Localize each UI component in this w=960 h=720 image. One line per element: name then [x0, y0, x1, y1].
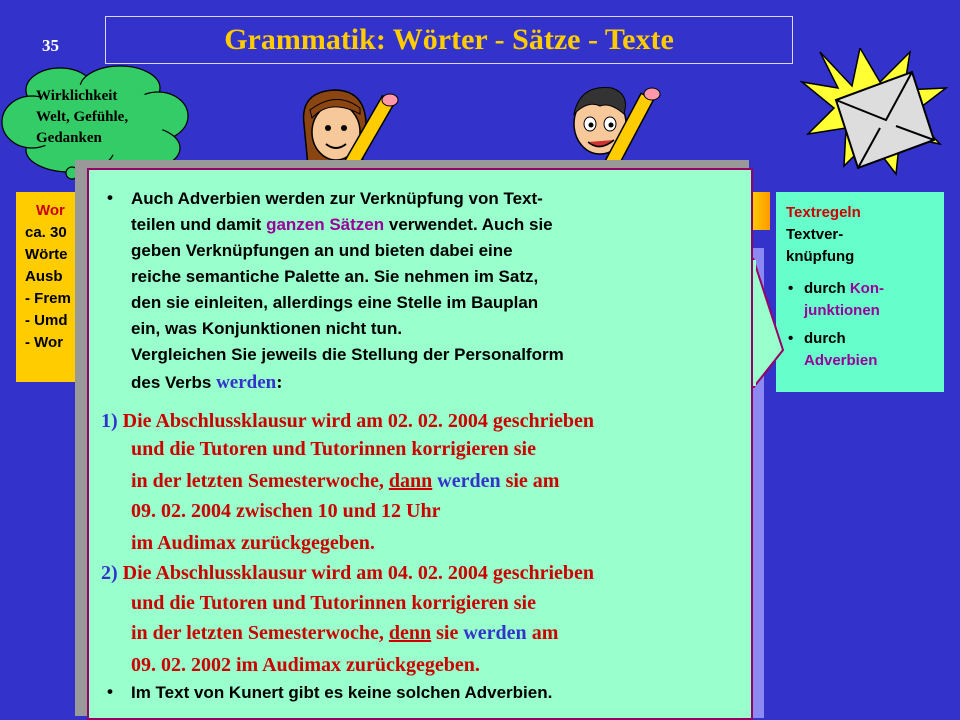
intro-line: reiche semantiche Palette an. Sie nehmen im Satz, [131, 267, 539, 286]
boy-writing-icon [560, 80, 670, 166]
cloud-text [36, 86, 128, 149]
left-box-line: - Frem [25, 290, 71, 307]
rules-subtitle: knüpfung [786, 248, 855, 265]
bullet: • [107, 682, 113, 701]
final-note: Im Text von Kunert gibt es keine solchen Adverbien. [131, 683, 553, 702]
left-box-line: - Wor [25, 334, 64, 351]
rules-title: Textregeln [786, 204, 861, 221]
example-1-line: in der letzten Semesterwoche, dann werden sie am [131, 470, 560, 492]
left-box-line: - Umd [25, 312, 68, 329]
left-box-line: ca. 30 [25, 224, 67, 241]
bullet: • [107, 188, 113, 207]
cloud-line: Wirklichkeit [36, 88, 118, 104]
example-2-line: 2) Die Abschlussklausur wird am 04. 02. 2004 geschrieben [101, 562, 595, 584]
page-number: 35 [42, 36, 59, 55]
rules-subtitle: Textver- [786, 226, 844, 243]
cloud-line: Gedanken [36, 130, 102, 146]
cloud-line: Welt, Gefühle, [36, 109, 129, 125]
intro-line: geben Verknüpfungen an und bieten dabei eine [131, 241, 513, 260]
intro-line: ein, was Konjunktionen nicht tun. [131, 319, 403, 338]
example-2-line: und die Tutoren und Tutorinnen korrigieren sie [131, 592, 536, 614]
intro-line: den sie einleiten, allerdings eine Stelle im Bauplan [131, 293, 539, 312]
envelope-icon [800, 48, 950, 178]
slide-title: Grammatik: Wörter - Sätze - Texte [224, 23, 674, 56]
example-2-line: 09. 02. 2002 im Audimax zurückgegeben. [131, 654, 480, 676]
title-box [105, 16, 793, 64]
callout-pointer [753, 258, 785, 388]
rules-list [786, 278, 934, 372]
left-box-line: Wörte [25, 246, 68, 263]
intro-line: Vergleichen Sie jeweils die Stellung der Personalform [131, 345, 564, 364]
left-box-line: Ausb [25, 268, 63, 285]
left-box-line: Wor [36, 202, 65, 219]
example-1-line: im Audimax zurückgegeben. [131, 532, 375, 554]
intro-line: Auch Adverbien werden zur Verknüpfung von Text- [131, 189, 543, 208]
intro-line: teilen und damit ganzen Sätzen verwendet. Auch sie [131, 215, 553, 234]
text-rules-box [776, 192, 944, 392]
example-1-line: 09. 02. 2004 zwischen 10 und 12 Uhr [131, 500, 441, 522]
rules-item-adverbs: • durch Adverbien [786, 328, 934, 372]
intro-line: des Verbs werden: [131, 372, 283, 393]
girl-writing-icon [290, 84, 410, 166]
orange-strip [752, 192, 770, 230]
example-2-line: in der letzten Semesterwoche, denn sie werden am [131, 622, 559, 644]
adverb-explanation-box [87, 168, 753, 720]
example-1-line: 1) Die Abschlussklausur wird am 02. 02. 2004 geschrieben [101, 410, 595, 432]
example-1-line: und die Tutoren und Tutorinnen korrigieren sie [131, 438, 536, 460]
rules-item-conjunctions: • durch Kon- junktionen [786, 278, 934, 322]
